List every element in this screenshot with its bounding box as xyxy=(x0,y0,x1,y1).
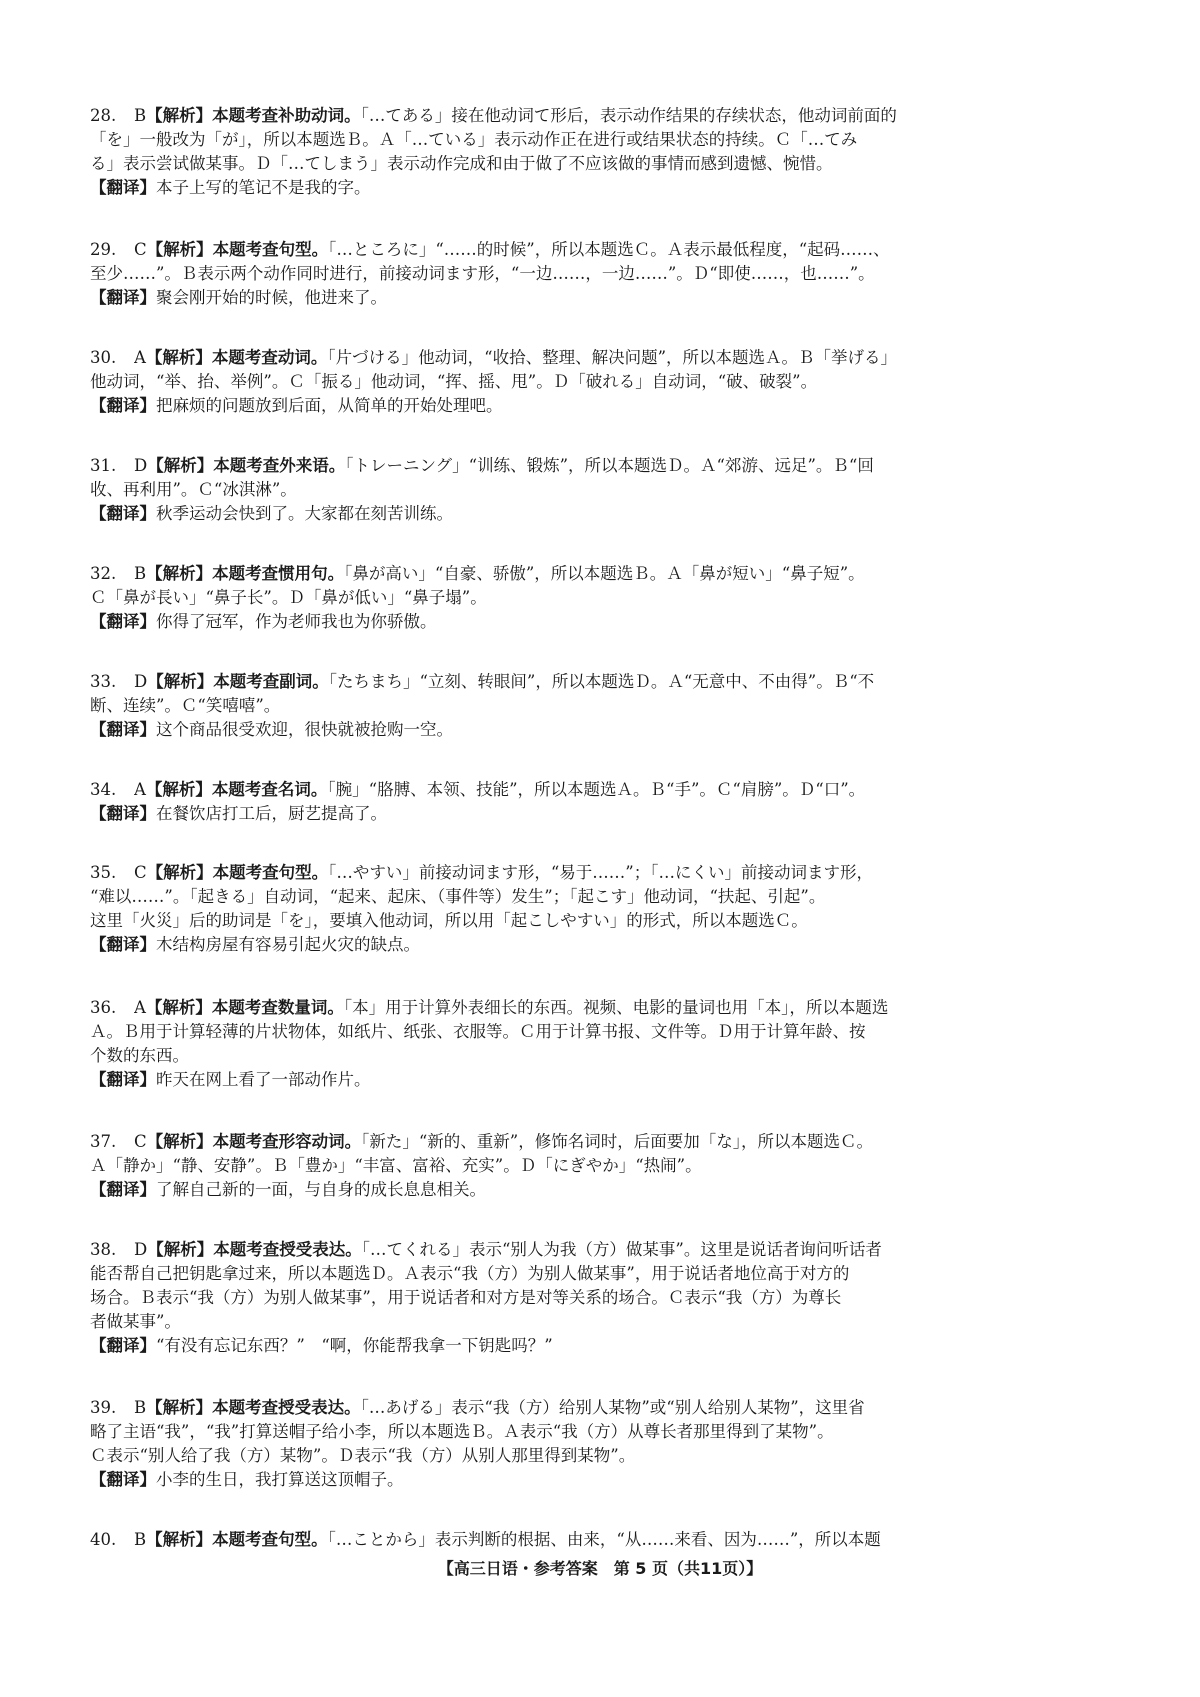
analysis-line xyxy=(134,861,1120,885)
page-footer: 【高三日语・参考答案 第 5 页（共11页）】 xyxy=(437,1559,763,1578)
translation-tag: 【翻译】 xyxy=(90,178,156,197)
translation-text: 秋季运动会快到了。大家都在刻苦训练。 xyxy=(156,504,453,523)
translation-line xyxy=(90,718,1120,742)
analysis-line xyxy=(134,454,1120,478)
topic-heading: 本题考查数量词。 xyxy=(211,998,344,1017)
answer-item-30 xyxy=(90,346,1120,418)
translation-text: 木结构房屋有容易引起火灾的缺点。 xyxy=(156,935,420,954)
topic-heading: 本题考查副词。 xyxy=(213,672,329,691)
topic-heading: 本题考查句型。 xyxy=(212,240,329,259)
item-number: 33. xyxy=(90,672,117,691)
analysis-line: る」表示尝试做某事。Ｄ「…てしまう」表示动作完成和由于做了不应该做的事情而感到遗憾、惋惜。 xyxy=(90,154,833,173)
item-number: 38. xyxy=(90,1240,117,1259)
answer-item-34 xyxy=(90,778,1120,826)
translation-text: 这个商品很受欢迎，很快就被抢购一空。 xyxy=(156,720,453,739)
analysis-text: 「…てくれる」表示“别人为我（方）做某事”。这里是说话者询问听话者 xyxy=(361,1240,882,1259)
answer-letter: C xyxy=(134,240,147,259)
translation-tag: 【翻译】 xyxy=(90,1470,156,1489)
analysis-text: 「腕」“胳膊、本领、技能”，所以本题选Ａ。Ｂ“手”。Ｃ“肩膀”。Ｄ“口”。 xyxy=(327,780,866,799)
translation-line xyxy=(90,1068,1120,1092)
analysis-line: 收、再利用”。Ｃ“冰淇淋”。 xyxy=(90,480,297,499)
translation-tag: 【翻译】 xyxy=(90,804,156,823)
topic-heading: 本题考查授受表达。 xyxy=(212,1398,361,1417)
analysis-tag: 【解析】 xyxy=(146,863,213,882)
answer-item-33 xyxy=(90,670,1120,742)
translation-tag: 【翻译】 xyxy=(90,1180,156,1199)
translation-tag: 【翻译】 xyxy=(90,612,156,631)
translation-tag: 【翻译】 xyxy=(90,720,156,739)
translation-line xyxy=(90,610,1120,634)
item-number: 37. xyxy=(90,1132,117,1151)
item-number: 32. xyxy=(90,564,117,583)
answer-item-40 xyxy=(90,1528,1120,1552)
answer-item-37 xyxy=(90,1130,1120,1202)
analysis-line: 个数的东西。 xyxy=(90,1046,189,1065)
translation-text: 你得了冠军，作为老师我也为你骄傲。 xyxy=(156,612,437,631)
analysis-line xyxy=(134,104,1120,128)
translation-text: 昨天在网上看了一部动作片。 xyxy=(156,1070,371,1089)
analysis-line: Ｃ表示“别人给了我（方）某物”。Ｄ表示“我（方）从别人那里得到某物”。 xyxy=(90,1446,636,1465)
analysis-tag: 【解析】 xyxy=(145,780,212,799)
analysis-text: 「…やすい」前接动词ます形，“易于……”；「…にくい」前接动词ます形， xyxy=(328,863,873,882)
topic-heading: 本题考查名词。 xyxy=(211,780,328,799)
analysis-line: 他动词，“举、抬、举例”。Ｃ「振る」他动词，“挥、摇、甩”。Ｄ「破れる」自动词，“破、破裂”。 xyxy=(90,372,818,391)
analysis-line: 这里「火災」后的助词是「を」，要填入他动词，所以用「起こしやすい」的形式，所以本题选Ｃ。 xyxy=(90,911,808,930)
translation-line xyxy=(90,1178,1120,1202)
translation-text: 小李的生日，我打算送这顶帽子。 xyxy=(156,1470,404,1489)
answer-letter: D xyxy=(134,456,148,475)
analysis-line: “难以……”。「起きる」自动词，“起来、起床、（事件等）发生”；「起こす」他动词，“扶起、引起”。 xyxy=(90,887,826,906)
answer-item-32 xyxy=(90,562,1120,634)
analysis-tag: 【解析】 xyxy=(147,1240,214,1259)
item-number: 39. xyxy=(90,1398,117,1417)
answer-item-31 xyxy=(90,454,1120,526)
translation-line xyxy=(90,286,1120,310)
answer-item-35 xyxy=(90,861,1120,957)
analysis-line: Ｃ「鼻が長い」“鼻子长”。Ｄ「鼻が低い」“鼻子塌”。 xyxy=(90,588,487,607)
analysis-tag: 【解析】 xyxy=(145,998,212,1017)
translation-tag: 【翻译】 xyxy=(90,935,156,954)
translation-line xyxy=(90,1334,1120,1358)
item-number: 31. xyxy=(90,456,117,475)
item-number: 35. xyxy=(90,863,117,882)
translation-line xyxy=(90,176,1120,200)
translation-text: 聚会刚开始的时候，他进来了。 xyxy=(156,288,387,307)
translation-line xyxy=(90,502,1120,526)
item-number: 30. xyxy=(90,348,117,367)
item-body xyxy=(134,1528,1120,1552)
translation-tag: 【翻译】 xyxy=(90,504,156,523)
analysis-line xyxy=(134,238,1120,262)
translation-tag: 【翻译】 xyxy=(90,1336,156,1355)
analysis-line xyxy=(134,1238,1120,1262)
analysis-text: 「…てある」接在他动词て形后，表示动作结果的存续状态，他动词前面的 xyxy=(360,106,897,125)
analysis-text: 「…ところに」“……的时候”，所以本题选Ｃ。Ａ表示最低程度，“起码……、 xyxy=(328,240,890,259)
analysis-text: 「新た」“新的、重新”，修饰名词时，后面要加「な」，所以本题选Ｃ。 xyxy=(361,1132,873,1151)
analysis-line: 断、连续”。Ｃ“笑嘻嘻”。 xyxy=(90,696,281,715)
item-number: 36. xyxy=(90,998,117,1017)
translation-line xyxy=(90,394,1120,418)
analysis-line: 略了主语“我”，“我”打算送帽子给小李，所以本题选Ｂ。Ａ表示“我（方）从尊长者那里得到了某物”。 xyxy=(90,1422,834,1441)
answer-item-36 xyxy=(90,996,1120,1092)
translation-text: “有没有忘记东西？” “啊，你能帮我拿一下钥匙吗？” xyxy=(156,1336,553,1355)
analysis-text: 「本」用于计算外表细长的东西。视频、电影的量词也用「本」，所以本题选 xyxy=(343,998,889,1017)
analysis-line: 「を」一般改为「が」，所以本题选Ｂ。Ａ「…ている」表示动作正在进行或结果状态的持续。Ｃ「…てみ xyxy=(90,130,858,149)
analysis-tag: 【解析】 xyxy=(147,672,214,691)
item-number: 40. xyxy=(90,1530,117,1549)
analysis-line xyxy=(134,778,1120,802)
answer-item-39 xyxy=(90,1396,1120,1492)
analysis-text: 「鼻が高い」“自豪、骄傲”，所以本题选Ｂ。Ａ「鼻が短い」“鼻子短”。 xyxy=(344,564,865,583)
analysis-tag: 【解析】 xyxy=(146,1132,213,1151)
analysis-line: 者做某事”。 xyxy=(90,1312,181,1331)
answer-item-38 xyxy=(90,1238,1120,1358)
topic-heading: 本题考查句型。 xyxy=(212,1530,328,1549)
answer-letter: B xyxy=(134,1530,147,1549)
item-number: 29. xyxy=(90,240,117,259)
analysis-tag: 【解析】 xyxy=(146,1530,213,1549)
answer-letter: C xyxy=(134,863,147,882)
answer-letter: B xyxy=(134,1398,147,1417)
translation-line xyxy=(90,933,1120,957)
analysis-text: 「…ことから」表示判断的根据、由来，“从……来看、因为……”，所以本题 xyxy=(327,1530,881,1549)
answer-item-28 xyxy=(90,104,1120,200)
translation-line xyxy=(90,802,1120,826)
analysis-tag: 【解析】 xyxy=(147,456,214,475)
answer-letter: D xyxy=(134,1240,148,1259)
analysis-text: 「トレーニング」“训练、锻炼”，所以本题选Ｄ。Ａ“郊游、远足”。Ｂ“回 xyxy=(345,456,874,475)
item-number: 28. xyxy=(90,106,117,125)
analysis-tag: 【解析】 xyxy=(145,348,212,367)
topic-heading: 本题考查动词。 xyxy=(211,348,328,367)
analysis-line xyxy=(134,670,1120,694)
translation-text: 把麻烦的问题放到后面，从简单的开始处理吧。 xyxy=(156,396,503,415)
translation-text: 了解自己新的一面，与自身的成长息息相关。 xyxy=(156,1180,486,1199)
item-number: 34. xyxy=(90,780,117,799)
analysis-line: 能否帮自己把钥匙拿过来，所以本题选Ｄ。Ａ表示“我（方）为别人做某事”，用于说话者地位高于对方的 xyxy=(90,1264,850,1283)
analysis-line: 场合。Ｂ表示“我（方）为别人做某事”，用于说话者和对方是对等关系的场合。Ｃ表示“我（方）为尊长 xyxy=(90,1288,842,1307)
topic-heading: 本题考查外来语。 xyxy=(213,456,346,475)
analysis-line xyxy=(134,346,1120,370)
topic-heading: 本题考查补助动词。 xyxy=(212,106,361,125)
analysis-line: Ａ。Ｂ用于计算轻薄的片状物体，如纸片、纸张、衣服等。Ｃ用于计算书报、文件等。Ｄ用于计算年龄、按 xyxy=(90,1022,866,1041)
analysis-line xyxy=(134,562,1120,586)
analysis-tag: 【解析】 xyxy=(146,1398,213,1417)
analysis-line xyxy=(134,1130,1120,1154)
translation-line xyxy=(90,1468,1120,1492)
translation-tag: 【翻译】 xyxy=(90,288,156,307)
analysis-text: 「…あげる」表示“我（方）给别人某物”或“别人给别人某物”，这里省 xyxy=(360,1398,865,1417)
analysis-text: 「たちまち」“立刻、转眼间”，所以本题选Ｄ。Ａ“无意中、不由得”。Ｂ“不 xyxy=(328,672,875,691)
answer-letter: A xyxy=(134,998,146,1017)
translation-text: 在餐饮店打工后，厨艺提高了。 xyxy=(156,804,387,823)
analysis-line xyxy=(134,1528,1120,1552)
analysis-line xyxy=(134,1396,1120,1420)
answer-letter: A xyxy=(134,348,146,367)
translation-tag: 【翻译】 xyxy=(90,1070,156,1089)
answer-letter: A xyxy=(134,780,146,799)
topic-heading: 本题考查授受表达。 xyxy=(213,1240,362,1259)
analysis-tag: 【解析】 xyxy=(146,106,213,125)
answer-letter: C xyxy=(134,1132,147,1151)
analysis-line xyxy=(134,996,1120,1020)
answer-item-29 xyxy=(90,238,1120,310)
topic-heading: 本题考查句型。 xyxy=(212,863,329,882)
answer-letter: B xyxy=(134,106,147,125)
topic-heading: 本题考查惯用句。 xyxy=(212,564,345,583)
translation-tag: 【翻译】 xyxy=(90,396,156,415)
analysis-line: 至少……”。Ｂ表示两个动作同时进行，前接动词ます形，“一边……，一边……”。Ｄ“即使……，也……”。 xyxy=(90,264,875,283)
topic-heading: 本题考查形容动词。 xyxy=(212,1132,362,1151)
analysis-tag: 【解析】 xyxy=(146,564,213,583)
analysis-tag: 【解析】 xyxy=(146,240,213,259)
analysis-text: 「片づける」他动词，“收拾、整理、解决问题”，所以本题选Ａ。Ｂ「挙げる」 xyxy=(327,348,898,367)
answer-letter: B xyxy=(134,564,147,583)
translation-text: 本子上写的笔记不是我的字。 xyxy=(156,178,371,197)
answer-letter: D xyxy=(134,672,148,691)
analysis-line: Ａ「静か」“静、安静”。Ｂ「豊か」“丰富、富裕、充实”。Ｄ「にぎやか」“热闹”。 xyxy=(90,1156,702,1175)
